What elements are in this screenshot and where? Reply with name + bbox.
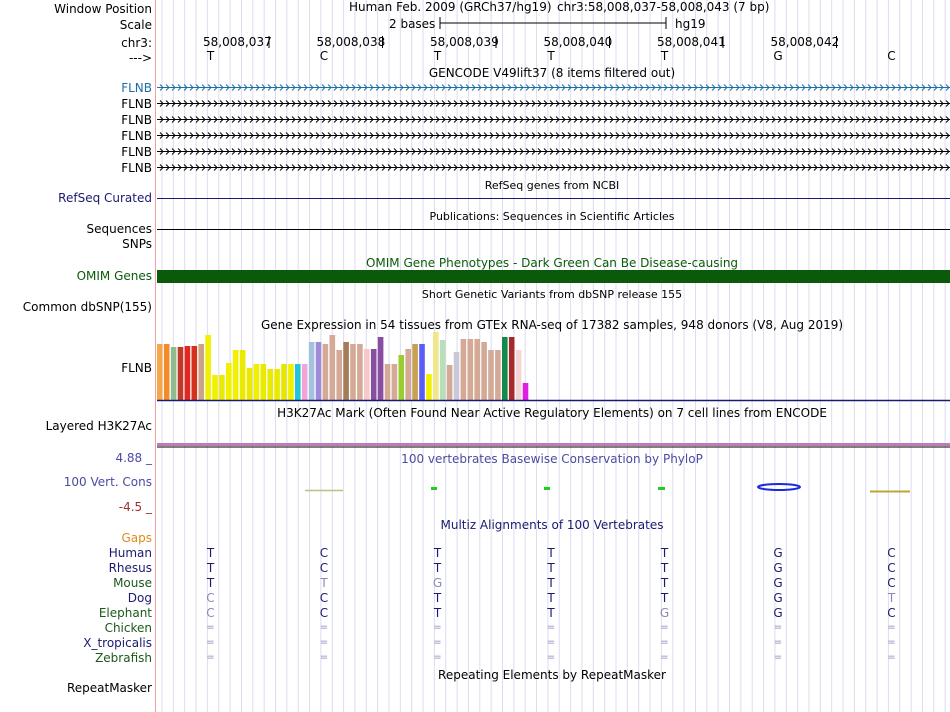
alignment-base: C [206, 606, 215, 620]
alignment-base: = [206, 652, 215, 663]
multiz-species-label[interactable]: Dog [127, 591, 152, 605]
gtex-tissue-bar [157, 344, 163, 400]
alignment-base: T [547, 546, 555, 560]
chrom-label: chr3: [121, 36, 152, 50]
gtex-tissue-bar [350, 344, 356, 400]
coordinate-tick-label: 58,008,037 [203, 35, 272, 49]
multiz-species-label[interactable]: Elephant [98, 606, 152, 620]
conservation-min: -4.5 _ [118, 500, 152, 514]
alignment-base: T [887, 591, 896, 605]
alignment-base: T [547, 606, 555, 620]
repeatmasker-label[interactable]: RepeatMasker [66, 681, 152, 695]
multiz-title[interactable]: Multiz Alignments of 100 Vertebrates [440, 518, 664, 532]
alignment-base: C [319, 591, 329, 605]
base-letter: G [773, 49, 783, 63]
alignment-base: G [432, 576, 443, 590]
multiz-species-label[interactable]: X_tropicalis [83, 636, 152, 650]
repeatmasker-title[interactable]: Repeating Elements by RepeatMasker [438, 668, 666, 682]
h3k27ac-band [157, 443, 950, 446]
alignment-base: T [660, 591, 669, 605]
gtex-tissue-bar [281, 364, 287, 400]
alignment-base: = [546, 622, 556, 633]
coordinate-tick-label: 58,008,042 [770, 35, 840, 49]
gtex-tissue-bar [323, 344, 329, 400]
alignment-base: T [433, 546, 442, 560]
alignment-base: T [547, 576, 555, 590]
omim-bar [157, 270, 950, 283]
gtex-tissue-bar [274, 369, 280, 400]
window-position-label: Window Position [54, 2, 152, 16]
gencode-gene-label[interactable]: FLNB [121, 113, 152, 127]
coordinate-tick-label: 58,008,038 [316, 35, 386, 49]
alignment-base: T [547, 561, 555, 575]
scale-text: 2 bases [389, 17, 436, 31]
dbsnp-label[interactable]: Common dbSNP(155) [22, 300, 152, 314]
base-letter: T [660, 49, 669, 63]
gtex-tissue-bar [219, 375, 225, 400]
base-letter: T [547, 49, 555, 63]
coordinate-tick-label: 58,008,041 [657, 35, 726, 49]
conservation-mark [658, 487, 665, 490]
alignment-base: T [320, 576, 328, 590]
alignment-base: = [546, 652, 556, 663]
gtex-tissue-bar [495, 350, 501, 400]
gtex-tissue-bar [405, 349, 411, 400]
gtex-tissue-bar [178, 347, 184, 400]
gtex-tissue-bar [399, 355, 405, 400]
gtex-tissue-bar [309, 342, 315, 400]
gtex-tissue-bar [357, 344, 363, 400]
publications-title[interactable]: Publications: Sequences in Scientific Articles [429, 210, 675, 223]
gtex-tissue-bar [502, 337, 508, 400]
h3k27ac-label[interactable]: Layered H3K27Ac [45, 419, 152, 433]
alignment-base: = [773, 637, 783, 648]
alignment-base: C [319, 546, 329, 560]
alignment-base: G [773, 591, 783, 605]
multiz-species-label[interactable]: Rhesus [108, 561, 152, 575]
multiz-species-label[interactable]: Human [108, 546, 152, 560]
alignment-base: = [319, 637, 329, 648]
alignment-base: T [433, 606, 442, 620]
alignment-base: T [547, 591, 555, 605]
alignment-base: = [206, 622, 215, 633]
gtex-tissue-bar [212, 375, 218, 400]
gtex-tissue-bar [454, 352, 460, 400]
scale-label: Scale [119, 18, 152, 32]
base-letter: T [433, 49, 442, 63]
gtex-tissue-bar [288, 364, 294, 400]
sequences-label[interactable]: Sequences [86, 222, 152, 236]
alignment-base: = [433, 622, 442, 633]
alignment-base: = [433, 637, 442, 648]
gtex-tissue-bar [385, 364, 391, 400]
alignment-base: C [887, 561, 896, 575]
alignment-base: G [773, 561, 783, 575]
alignment-base: = [773, 652, 783, 663]
gtex-tissue-bar [509, 337, 515, 400]
gtex-tissue-bar [336, 350, 342, 400]
strand-label: ---> [128, 51, 152, 65]
snps-label[interactable]: SNPs [122, 237, 152, 251]
alignment-base: G [659, 606, 670, 620]
gtex-tissue-bar [192, 346, 198, 400]
dbsnp-title[interactable]: Short Genetic Variants from dbSNP release 155 [421, 288, 683, 301]
gtex-tissue-bar [447, 365, 453, 400]
alignment-base: = [887, 652, 896, 663]
alignment-base: T [660, 546, 669, 560]
gencode-gene-label[interactable]: FLNB [121, 97, 152, 111]
gtex-tissue-bar [171, 347, 177, 400]
base-letter: C [319, 49, 329, 63]
gtex-tissue-bar [240, 350, 246, 400]
gtex-tissue-bar [254, 364, 260, 400]
omim-title[interactable]: OMIM Gene Phenotypes - Dark Green Can Be Disease-causing [365, 256, 739, 270]
gtex-tissue-bar [205, 335, 211, 400]
gtex-tissue-bar [426, 374, 432, 400]
alignment-base: C [887, 546, 896, 560]
gtex-tissue-bar [295, 364, 301, 400]
gtex-tissue-bar [461, 339, 467, 400]
coordinate-tick-label: 58,008,040 [543, 35, 613, 49]
gtex-tissue-bar [481, 342, 487, 400]
h3k27ac-title[interactable]: H3K27Ac Mark (Often Found Near Active Regulatory Elements) on 7 cell lines from ENCODE [277, 406, 827, 420]
gtex-tissue-bar [226, 363, 232, 400]
coordinate-tick-label: 58,008,039 [430, 35, 499, 49]
conservation-max: 4.88 _ [115, 451, 152, 465]
base-letter: C [887, 49, 896, 63]
gtex-tissue-bar [433, 332, 439, 400]
gtex-tissue-bar [371, 349, 377, 400]
omim-label[interactable]: OMIM Genes [76, 269, 152, 283]
alignment-base: C [206, 591, 215, 605]
alignment-base: = [660, 652, 669, 663]
gencode-title[interactable]: GENCODE V49lift37 (8 items filtered out) [428, 66, 676, 80]
gencode-gene-label[interactable]: FLNB [121, 145, 152, 159]
alignment-base: C [887, 606, 896, 620]
multiz-species-label[interactable]: Chicken [104, 621, 152, 635]
gtex-tissue-bar [316, 342, 322, 400]
gtex-tissue-bar [392, 364, 398, 400]
assembly-text: Human Feb. 2009 (GRCh37/hg19) [349, 0, 552, 14]
gtex-tissue-bar [488, 350, 494, 400]
gtex-tissue-bar [185, 346, 191, 400]
gtex-tissue-bar [474, 339, 480, 400]
scale-db: hg19 [675, 17, 706, 31]
gtex-tissue-bar [440, 340, 446, 400]
alignment-base: = [660, 637, 669, 648]
alignment-base: = [887, 637, 896, 648]
alignment-base: = [546, 637, 556, 648]
gtex-tissue-bar [468, 339, 474, 400]
alignment-base: = [319, 652, 329, 663]
gtex-tissue-bar [516, 350, 522, 400]
multiz-species-label[interactable]: Zebrafish [95, 651, 152, 665]
gtex-tissue-bar [302, 364, 308, 400]
gtex-tissue-bar [198, 344, 204, 400]
alignment-base: = [206, 637, 215, 648]
refseq-title[interactable]: RefSeq genes from NCBI [484, 179, 620, 192]
gtex-title[interactable]: Gene Expression in 54 tissues from GTEx RNA-seq of 17382 samples, 948 donors (V8, Aug 2019) [260, 318, 844, 332]
gtex-tissue-bar [267, 369, 273, 400]
base-letter: T [206, 49, 215, 63]
alignment-base: T [660, 576, 669, 590]
gtex-tissue-bar [364, 349, 370, 400]
alignment-base: T [660, 561, 669, 575]
gaps-label[interactable]: Gaps [121, 531, 152, 545]
gtex-tissue-bar [247, 368, 253, 400]
alignment-base: = [319, 622, 329, 633]
alignment-base: C [887, 576, 896, 590]
gtex-tissue-bar [378, 337, 384, 400]
alignment-base: T [433, 591, 442, 605]
alignment-base: = [887, 622, 896, 633]
alignment-base: = [773, 622, 783, 633]
gtex-tissue-bar [164, 344, 170, 400]
conservation-title[interactable]: 100 vertebrates Basewise Conservation by PhyloP [401, 452, 703, 466]
gtex-tissue-bar [419, 344, 425, 400]
alignment-base: C [319, 606, 329, 620]
gtex-gene-label[interactable]: FLNB [121, 361, 152, 375]
gtex-tissue-bar [233, 350, 239, 400]
conservation-mark [758, 484, 800, 490]
multiz-species-label[interactable]: Mouse [113, 576, 152, 590]
gencode-gene-label[interactable]: FLNB [121, 161, 152, 175]
alignment-base: C [319, 561, 329, 575]
gtex-tissue-bar [343, 342, 349, 400]
alignment-base: T [206, 561, 215, 575]
conservation-label[interactable]: 100 Vert. Cons [63, 475, 152, 489]
position-text[interactable]: chr3:58,008,037-58,008,043 (7 bp) [557, 0, 770, 14]
conservation-mark [431, 487, 437, 490]
alignment-base: G [773, 606, 783, 620]
gencode-gene-label[interactable]: FLNB [121, 81, 152, 95]
alignment-base: G [773, 576, 783, 590]
gtex-tissue-bar [412, 344, 418, 400]
alignment-base: G [773, 546, 783, 560]
alignment-base: = [660, 622, 669, 633]
alignment-base: = [433, 652, 442, 663]
gtex-tissue-bar [261, 364, 267, 400]
gtex-tissue-bar [330, 335, 336, 400]
alignment-base: T [206, 576, 215, 590]
conservation-mark [544, 487, 550, 490]
refseq-label[interactable]: RefSeq Curated [58, 191, 152, 205]
alignment-base: T [206, 546, 215, 560]
gtex-tissue-bar [523, 383, 529, 400]
alignment-base: T [433, 561, 442, 575]
gencode-gene-label[interactable]: FLNB [121, 129, 152, 143]
